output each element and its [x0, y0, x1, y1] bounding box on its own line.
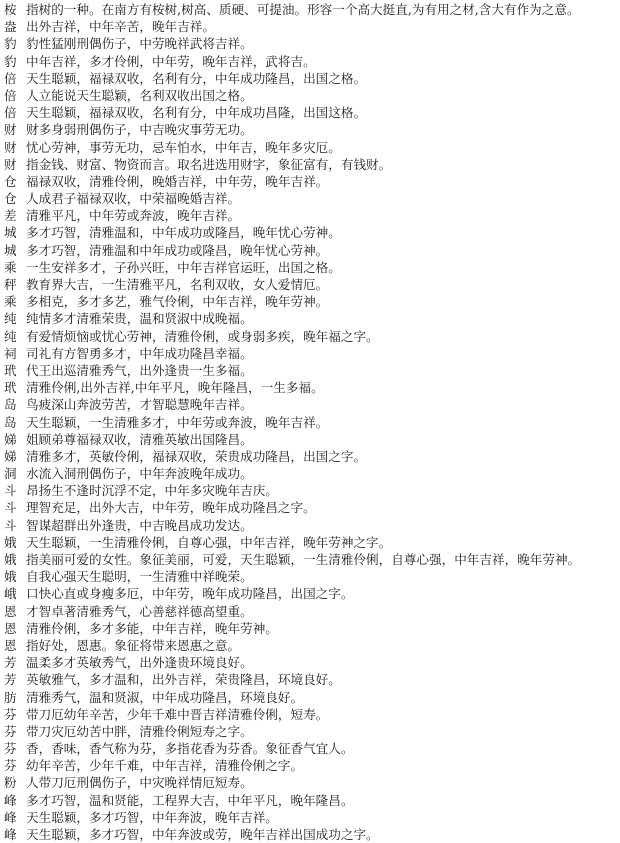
entry-description: 幼年辛苦，少年千难，中年吉祥，清雅伶俐之字。 [26, 758, 304, 774]
entry-description: 清雅伶俐,出外吉祥,中年平凡，晚年隆昌，一生多福。 [26, 380, 324, 396]
entry-character: 峰 [4, 792, 17, 808]
entry-character: 乘 [4, 259, 17, 275]
list-item [4, 689, 620, 706]
list-item [4, 534, 620, 551]
list-item [4, 121, 620, 138]
entry-description: 指树的一种。在南方有桉树,树高、质硬、可提油。形容一个高大挺直,为有用之材,含大有作为之意。 [26, 2, 580, 17]
entry-description: 福禄双收，清雅伶俐，晚婚吉祥，中年劳，晚年吉祥。 [26, 173, 329, 189]
entry-character: 财 [4, 156, 17, 172]
list-item [4, 757, 620, 774]
entry-description: 带刀灾厄幼苦中胖，清雅伶俐短寿之字。 [26, 723, 253, 739]
entry-character: 豹 [4, 53, 17, 69]
list-item [4, 448, 620, 465]
entry-description: 司礼有方智勇多才，中年成功隆昌幸福。 [26, 345, 253, 361]
list-item [4, 345, 620, 362]
entry-character: 娥 [4, 534, 17, 550]
entry-character: 祠 [4, 345, 17, 361]
entry-description: 天生聪颖，一生清雅伶俐，自尊心强，中年吉祥，晚年劳神之字。 [26, 534, 392, 550]
entry-description: 多相克，多才多艺，雅气伶俐，中年吉祥，晚年劳神。 [26, 294, 329, 310]
entry-character: 芳 [4, 655, 17, 671]
entry-character: 玳 [4, 362, 17, 378]
list-item [4, 654, 620, 671]
entry-description: 纯情多才清雅荣贵，温和贤淑中成晚福。 [26, 311, 253, 327]
entry-description: 智谋超群出外逢贵，中吉晚昌成功发达。 [26, 517, 253, 533]
list-item [4, 53, 620, 70]
entry-description: 人成君子福禄双收，中荣福晚婚吉祥。 [26, 191, 241, 207]
list-item [4, 414, 620, 431]
entry-description: 指金钱、财富、物资而言。取名进选用财字，象征富有，有钱财。 [26, 156, 392, 172]
entry-description: 香，香味，香气称为芬，多指花香为芬香。象征香气宜人。 [26, 741, 354, 757]
entry-character: 倍 [4, 70, 17, 86]
entry-description: 水流入洞刑偶伤子，中年奔波晚年成功。 [26, 466, 253, 482]
entry-character: 乘 [4, 294, 17, 310]
entry-character: 城 [4, 242, 17, 258]
entry-description: 带刀厄幼年辛苦，少年千难中晋吉祥清雅伶俐，短寿。 [26, 706, 329, 722]
entry-character: 峰 [4, 809, 17, 825]
list-item [4, 620, 620, 637]
list-item [4, 276, 620, 293]
entry-description: 豹性猛刚刑偶伤子，中劳晚祥武将吉祥。 [26, 36, 253, 52]
entry-description: 才智卓著清雅秀气，心善慈祥德高望重。 [26, 603, 253, 619]
list-item [4, 517, 620, 534]
entry-character: 芬 [4, 741, 17, 757]
list-item [4, 396, 620, 413]
entry-character: 倍 [4, 105, 17, 121]
entry-description: 教育界大吉，一生清雅平凡，名利双收，女人爱情厄。 [26, 277, 329, 292]
list-item [4, 499, 620, 516]
entry-character: 恩 [4, 603, 17, 619]
list-item [4, 310, 620, 327]
entry-character: 纯 [4, 311, 17, 327]
entry-description: 鸟疲深山奔波劳苦，才智聪慧晚年吉祥。 [26, 397, 253, 413]
entry-character: 娥 [4, 552, 17, 567]
list-item [4, 603, 620, 620]
list-item [4, 671, 620, 688]
entry-character: 斗 [4, 483, 17, 499]
entry-character: 娣 [4, 431, 17, 447]
list-item [4, 87, 620, 104]
entry-character: 仓 [4, 191, 17, 207]
list-item [4, 207, 620, 224]
entry-description: 忧心劳神，事劳无功，忌车怕水，中年吉，晚年多灾厄。 [26, 139, 341, 155]
list-item [4, 809, 620, 826]
list-item [4, 104, 620, 121]
entry-character: 肪 [4, 689, 17, 705]
entry-character: 洞 [4, 466, 17, 482]
entry-character: 豹 [4, 36, 17, 52]
list-item [4, 706, 620, 723]
list-item [4, 18, 620, 35]
list-item [4, 465, 620, 482]
list-item [4, 362, 620, 379]
entry-character: 娣 [4, 448, 17, 464]
entry-character: 岛 [4, 397, 17, 413]
list-item [4, 774, 620, 791]
entry-description: 天生聪颖，一生清雅多才，中年劳或奔波，晚年吉祥。 [26, 414, 329, 430]
entry-character: 芬 [4, 758, 17, 774]
entry-description: 天生聪颖，福禄双收，名利有分，中年成功昌隆，出国这格。 [26, 105, 367, 121]
entry-description: 理智充足，出外大吉，中年劳，晚年成功隆昌之字。 [26, 500, 316, 516]
entry-character: 倍 [4, 87, 17, 103]
entry-character: 恩 [4, 620, 17, 636]
entry-description: 多才巧智，温和贤能，工程界大吉，中年平凡，晚年隆昌。 [26, 792, 354, 808]
entry-description: 中年吉祥，多才伶俐，中年劳，晚年吉祥，武将吉。 [26, 53, 316, 69]
list-item [4, 242, 620, 259]
list-item [4, 482, 620, 499]
entry-description: 自我心强天生聪明，一生清雅中祥晚荣。 [26, 569, 253, 585]
entry-description: 天生聪颖，福禄双收，名利有分，中年成功隆昌，出国之格。 [26, 70, 367, 86]
entry-character: 财 [4, 139, 17, 155]
list-item [4, 190, 620, 207]
entry-character: 娥 [4, 569, 17, 585]
list-item [4, 826, 620, 843]
entry-description: 多才巧智，清雅温和，中年成功或隆昌，晚年忧心劳神。 [26, 225, 341, 241]
entry-character: 盎 [4, 19, 17, 35]
entry-character: 纯 [4, 328, 17, 344]
entry-description: 人立能说天生聪颖，名利双收出国之格。 [26, 87, 253, 103]
list-item [4, 379, 620, 396]
entry-description: 指美丽可爱的女性。象征美丽，可爱，天生聪颖，一生清雅伶俐，自尊心强，中年吉祥，晚年劳神。 [26, 552, 581, 567]
list-item [4, 224, 620, 241]
entry-description: 代王出巡清雅秀气，出外逢贵一生多福。 [26, 362, 253, 378]
entry-character: 财 [4, 122, 17, 138]
entry-character: 芬 [4, 706, 17, 722]
list-item [4, 585, 620, 602]
entry-character: 芬 [4, 723, 17, 739]
entry-description: 财多身弱刑偶伤子，中吉晚灾事劳无功。 [26, 122, 253, 138]
entry-character: 桉 [4, 2, 17, 17]
entry-description: 指好处，恩惠。象征将带来恩惠之意。 [26, 637, 241, 653]
list-item [4, 70, 620, 87]
entry-description: 昂扬生不逢时沉浮不定，中年多灾晚年吉庆。 [26, 483, 278, 499]
entry-description: 清雅伶俐，多才多能，中年吉祥，晚年劳神。 [26, 620, 278, 636]
entry-character: 斗 [4, 517, 17, 533]
entry-character: 城 [4, 225, 17, 241]
entry-description: 人带刀厄刑偶伤子，中灾晚祥情厄短寿。 [26, 775, 253, 791]
list-item [4, 328, 620, 345]
entry-description: 英敏雅气，多才温和，出外吉祥，荣贵隆昌，环境良好。 [26, 672, 341, 688]
entry-description: 清雅多才，英敏伶俐，福禄双收，荣贵成功隆昌，出国之字。 [26, 448, 367, 464]
list-item [4, 259, 620, 276]
entry-character: 差 [4, 208, 17, 224]
entry-description: 一生安祥多才，子孙兴旺，中年吉祥官运旺，出国之格。 [26, 259, 341, 275]
list-item [4, 35, 620, 52]
entry-description: 出外吉祥，中年辛苦，晚年吉祥。 [26, 19, 215, 35]
entry-character: 恩 [4, 637, 17, 653]
list-item [4, 637, 620, 654]
entry-description: 有爱情烦恼或忧心劳神，清雅伶俐，或身弱多疾，晚年福之字。 [26, 328, 379, 344]
entry-character: 斗 [4, 500, 17, 516]
entry-character: 岛 [4, 414, 17, 430]
list-item [4, 1, 620, 18]
list-item [4, 740, 620, 757]
entry-character: 秤 [4, 277, 17, 292]
entry-description: 温柔多才英敏秀气，出外逢贵环境良好。 [26, 655, 253, 671]
entry-character: 峰 [4, 827, 17, 842]
list-item [4, 431, 620, 448]
entry-description: 天生聪颖，多才巧智，中年奔波或劳，晚年吉祥出国成功之字。 [26, 827, 379, 842]
entry-description: 天生聪颖，多才巧智，中年奔波，晚年吉祥。 [26, 809, 278, 825]
list-item [4, 156, 620, 173]
entry-description: 口快心直或身瘦多厄，中年劳，晚年成功隆昌，出国之字。 [26, 586, 354, 602]
entry-character: 峨 [4, 586, 17, 602]
entry-character: 粉 [4, 775, 17, 791]
entry-character: 芳 [4, 672, 17, 688]
entry-character: 仓 [4, 173, 17, 189]
list-item [4, 551, 620, 568]
list-item [4, 139, 620, 156]
list-item [4, 792, 620, 809]
list-item [4, 568, 620, 585]
entry-description: 清雅秀气，温和贤淑，中年成功隆昌，环境良好。 [26, 689, 304, 705]
entry-description: 姐顾弟尊福禄双收，清雅英敏出国隆昌。 [26, 431, 253, 447]
list-item [4, 723, 620, 740]
list-item [4, 293, 620, 310]
entry-character: 玳 [4, 380, 17, 396]
entry-description: 多才巧智，清雅温和中年成功或隆昌，晚年忧心劳神。 [26, 242, 329, 258]
entry-description: 清雅平凡，中年劳或奔波，晚年吉祥。 [26, 208, 241, 224]
list-item [4, 173, 620, 190]
